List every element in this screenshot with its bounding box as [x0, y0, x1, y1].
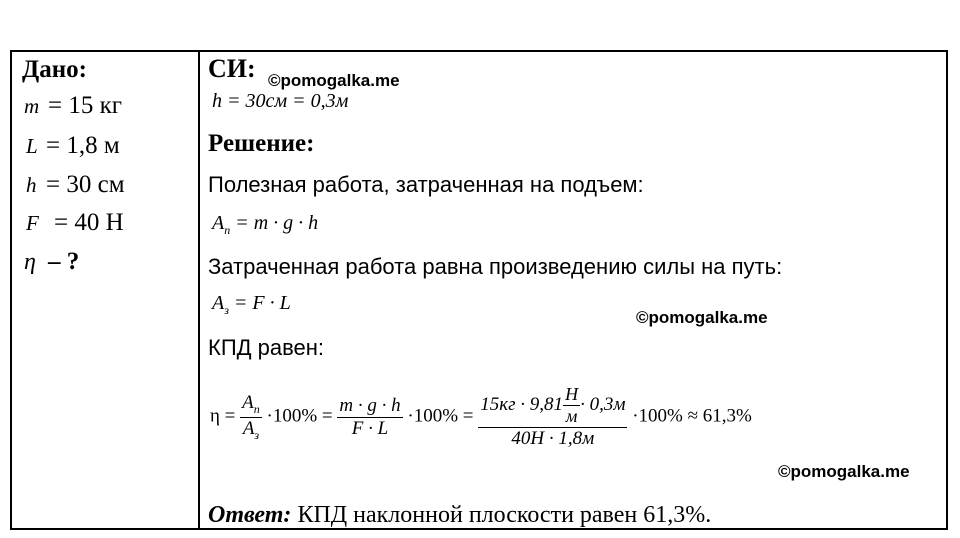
formula-rhs: = m · g · h	[230, 212, 319, 234]
formula-result: ·100% ≈ 61,3%	[627, 405, 752, 427]
formula-subscript: п	[224, 223, 231, 237]
frac-den: F · L	[337, 417, 402, 440]
given-value: – ?	[48, 248, 80, 275]
answer-line	[208, 502, 711, 529]
watermark: ©pomogalka.me	[778, 462, 910, 481]
mult-percent: ·100% =	[261, 405, 333, 427]
frac-num-sub: п	[253, 401, 260, 416]
frac-num: A	[242, 391, 254, 413]
watermark: ©pomogalka.me	[268, 71, 400, 90]
solution-table	[10, 50, 948, 530]
mult-percent: ·100% =	[402, 405, 474, 427]
inner-fraction	[563, 384, 580, 427]
eta-symbol: η =	[210, 405, 236, 427]
fraction-numeric	[478, 384, 627, 450]
given-value: = 40 Н	[54, 209, 124, 236]
frac-num-right: · 0,3м	[580, 393, 626, 415]
given-value: = 30 см	[46, 171, 125, 198]
formula-lhs: A	[212, 212, 225, 234]
inner-num: Н	[565, 384, 579, 404]
spent-work-formula	[212, 292, 291, 318]
frac-num-left: 15кг · 9,81	[480, 393, 564, 415]
given-var: L	[26, 134, 38, 158]
frac-den: A	[242, 417, 255, 439]
given-item-mass	[24, 92, 122, 120]
given-item-length	[26, 132, 120, 160]
answer-label: Ответ:	[208, 502, 292, 528]
given-item-efficiency	[24, 248, 79, 276]
useful-work-text: Полезная работа, затраченная на подъем:	[208, 172, 644, 197]
fraction-work-ratio	[240, 392, 262, 443]
formula-subscript: з	[224, 303, 229, 317]
given-item-height	[26, 171, 125, 199]
efficiency-text: КПД равен:	[208, 335, 325, 360]
frac-num: m · g · h	[339, 394, 401, 416]
fraction-symbolic	[337, 395, 402, 440]
given-value: = 1,8 м	[46, 132, 120, 159]
given-var: η	[24, 249, 36, 275]
solution-title: Решение:	[208, 130, 315, 157]
given-item-force	[26, 209, 124, 237]
formula-lhs: A	[212, 292, 225, 314]
column-divider	[198, 50, 200, 530]
formula-rhs: = F · L	[228, 292, 291, 314]
given-var: F	[26, 211, 39, 235]
efficiency-formula	[210, 384, 752, 450]
watermark: ©pomogalka.me	[636, 308, 768, 327]
given-value: = 15 кг	[48, 92, 122, 119]
spent-work-text: Затраченная работа равна произведению силы на путь:	[208, 254, 783, 279]
frac-den: 40Н · 1,8м	[478, 427, 627, 450]
answer-text: КПД наклонной плоскости равен 61,3%.	[291, 502, 712, 528]
given-title: Дано:	[22, 56, 87, 83]
si-formula: h = 30см = 0,3м	[212, 90, 349, 112]
useful-work-formula	[212, 212, 318, 238]
given-var: h	[26, 173, 37, 197]
inner-den: м	[563, 405, 580, 427]
si-title: СИ:	[208, 54, 256, 83]
frac-den-sub: з	[254, 427, 260, 442]
given-var: m	[24, 94, 40, 118]
